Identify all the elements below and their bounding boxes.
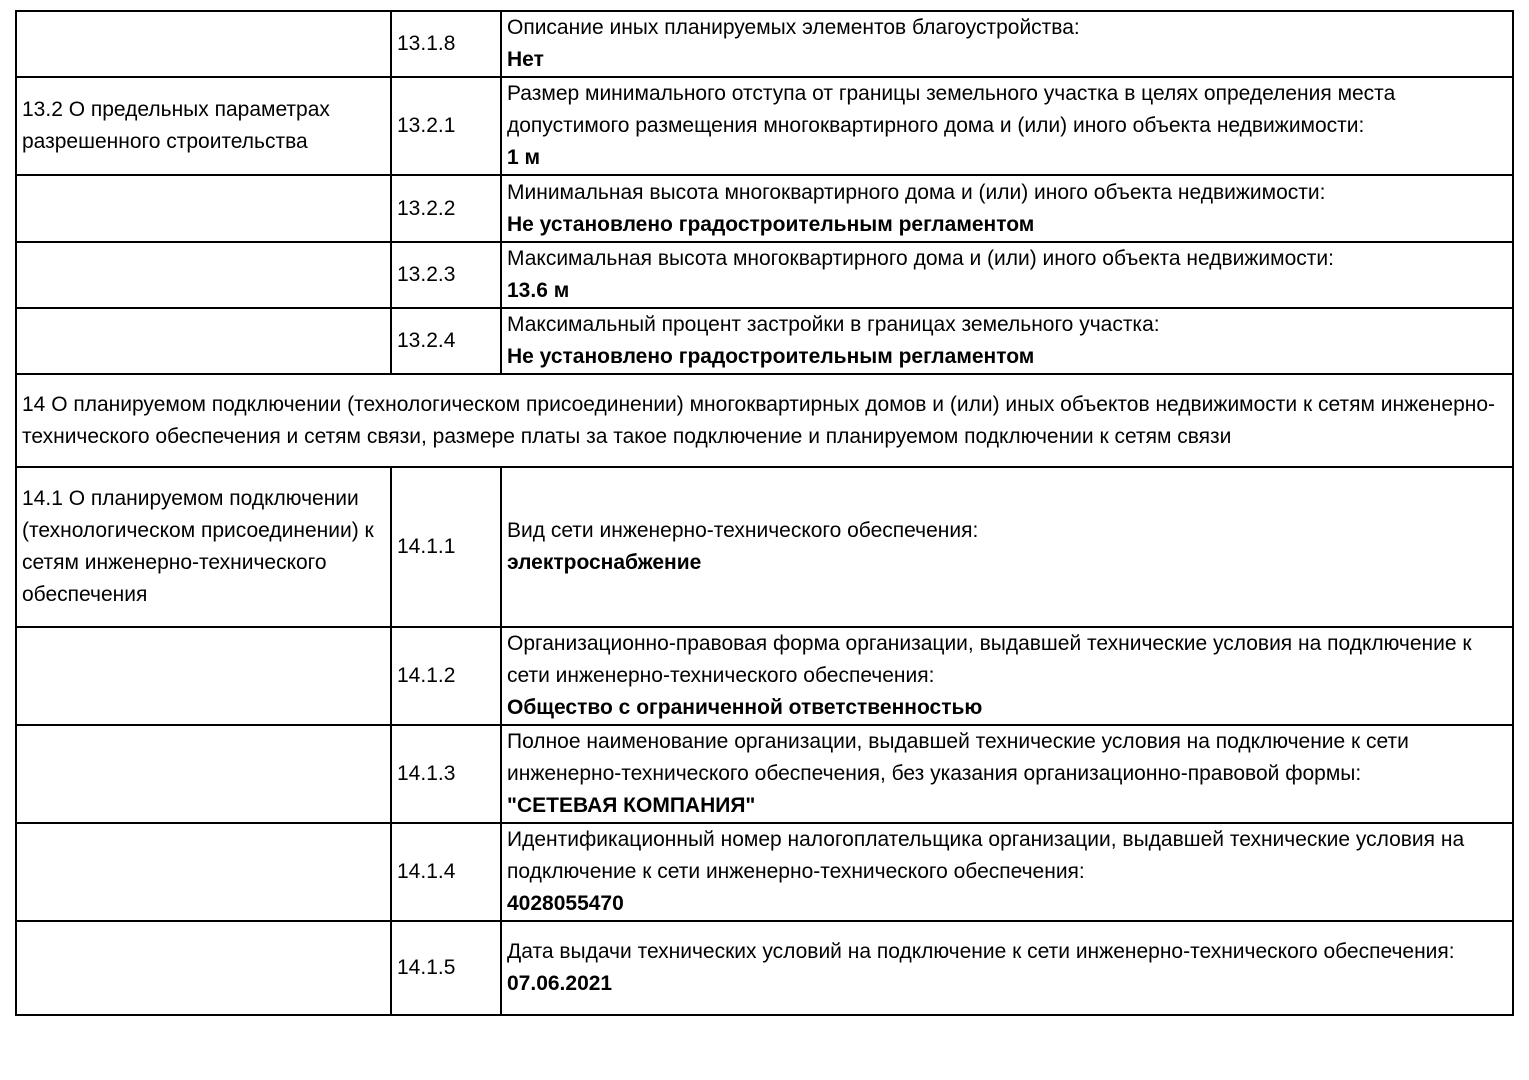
item-content	[501, 77, 1513, 175]
table-row-14-1-2	[16, 627, 1513, 725]
item-code: 14.1.1	[391, 467, 501, 627]
item-label: Организационно-правовая форма организации, выдавшей технические условия на подключение к сети инженерно-технического обеспечения:	[507, 632, 1472, 687]
table-row-14-1-5	[16, 921, 1513, 1015]
item-code: 14.1.5	[391, 921, 501, 1015]
table-row-13-2-1	[16, 77, 1513, 175]
item-label: Размер минимального отступа от границы земельного участка в целях определения места допустимого размещения многоквартирного дома и (или) иного объекта недвижимости:	[507, 82, 1396, 137]
item-label: Максимальный процент застройки в границах земельного участка:	[507, 313, 1160, 336]
item-code: 13.1.8	[391, 11, 501, 77]
item-content	[501, 175, 1513, 242]
section-cell: 13.2 О предельных параметрах разрешенного строительства	[16, 77, 391, 175]
section-cell	[16, 242, 391, 308]
project-declaration-table	[15, 10, 1514, 1016]
item-content	[501, 921, 1513, 1015]
item-code: 13.2.1	[391, 77, 501, 175]
item-label: Дата выдачи технических условий на подключение к сети инженерно-технического обеспечения:	[507, 940, 1455, 963]
item-value: 13.6 м	[507, 279, 570, 302]
item-content	[501, 627, 1513, 725]
section-cell	[16, 11, 391, 77]
section-cell	[16, 175, 391, 242]
section-cell	[16, 308, 391, 374]
item-code: 13.2.2	[391, 175, 501, 242]
table-row-14-1-4	[16, 823, 1513, 921]
item-content	[501, 725, 1513, 823]
item-content	[501, 242, 1513, 308]
item-label: Минимальная высота многоквартирного дома и (или) иного объекта недвижимости:	[507, 180, 1326, 204]
section-cell	[16, 627, 391, 725]
table-row-13-2-4	[16, 308, 1513, 374]
item-value: 1 м	[507, 146, 541, 169]
item-label: Вид сети инженерно-технического обеспечения:	[507, 519, 979, 542]
table-row-13-2-3	[16, 242, 1513, 308]
section-cell	[16, 823, 391, 921]
item-label: Идентификационный номер налогоплательщика организации, выдавшей технические условия на подключение к сети инженерно-технического обеспечения:	[507, 828, 1465, 883]
item-value: электроснабжение	[507, 551, 702, 574]
section-cell	[16, 725, 391, 823]
item-code: 14.1.3	[391, 725, 501, 823]
item-value: Не установлено градостроительным регламентом	[507, 212, 1035, 236]
item-code: 13.2.3	[391, 242, 501, 308]
table-row-13-1-8	[16, 11, 1513, 77]
item-value: 4028055470	[507, 892, 624, 915]
item-value: 07.06.2021	[507, 972, 613, 995]
table-row-14-1-1	[16, 467, 1513, 627]
item-content	[501, 467, 1513, 627]
item-value: Нет	[507, 48, 544, 71]
item-label: Полное наименование организации, выдавшей технические условия на подключение к сети инженерно-технического обеспечения, без указания организационно-правовой формы:	[507, 730, 1409, 785]
item-label: Максимальная высота многоквартирного дома и (или) иного объекта недвижимости:	[507, 247, 1334, 270]
section-14-header: 14 О планируемом подключении (технологическом присоединении) многоквартирных домов и (или) иных объектов недвижимости к сетям инженерно-технического обеспечения и сетям связи, размере платы за такое подключение и планируемом подключении к сетям связи	[16, 374, 1513, 467]
item-code: 13.2.4	[391, 308, 501, 374]
section-cell	[16, 921, 391, 1015]
item-content	[501, 823, 1513, 921]
item-code: 14.1.2	[391, 627, 501, 725]
item-content	[501, 308, 1513, 374]
item-code: 14.1.4	[391, 823, 501, 921]
item-content	[501, 11, 1513, 77]
table-row-14-1-3	[16, 725, 1513, 823]
table-row-section-14	[16, 374, 1513, 467]
item-label: Описание иных планируемых элементов благоустройства:	[507, 16, 1080, 39]
item-value: "СЕТЕВАЯ КОМПАНИЯ"	[507, 794, 756, 817]
section-cell: 14.1 О планируемом подключении (технологическом присоединении) к сетям инженерно-технического обеспечения	[16, 467, 391, 627]
item-value: Общество с ограниченной ответственностью	[507, 696, 983, 719]
table-row-13-2-2	[16, 175, 1513, 242]
item-value: Не установлено градостроительным регламентом	[507, 345, 1035, 368]
